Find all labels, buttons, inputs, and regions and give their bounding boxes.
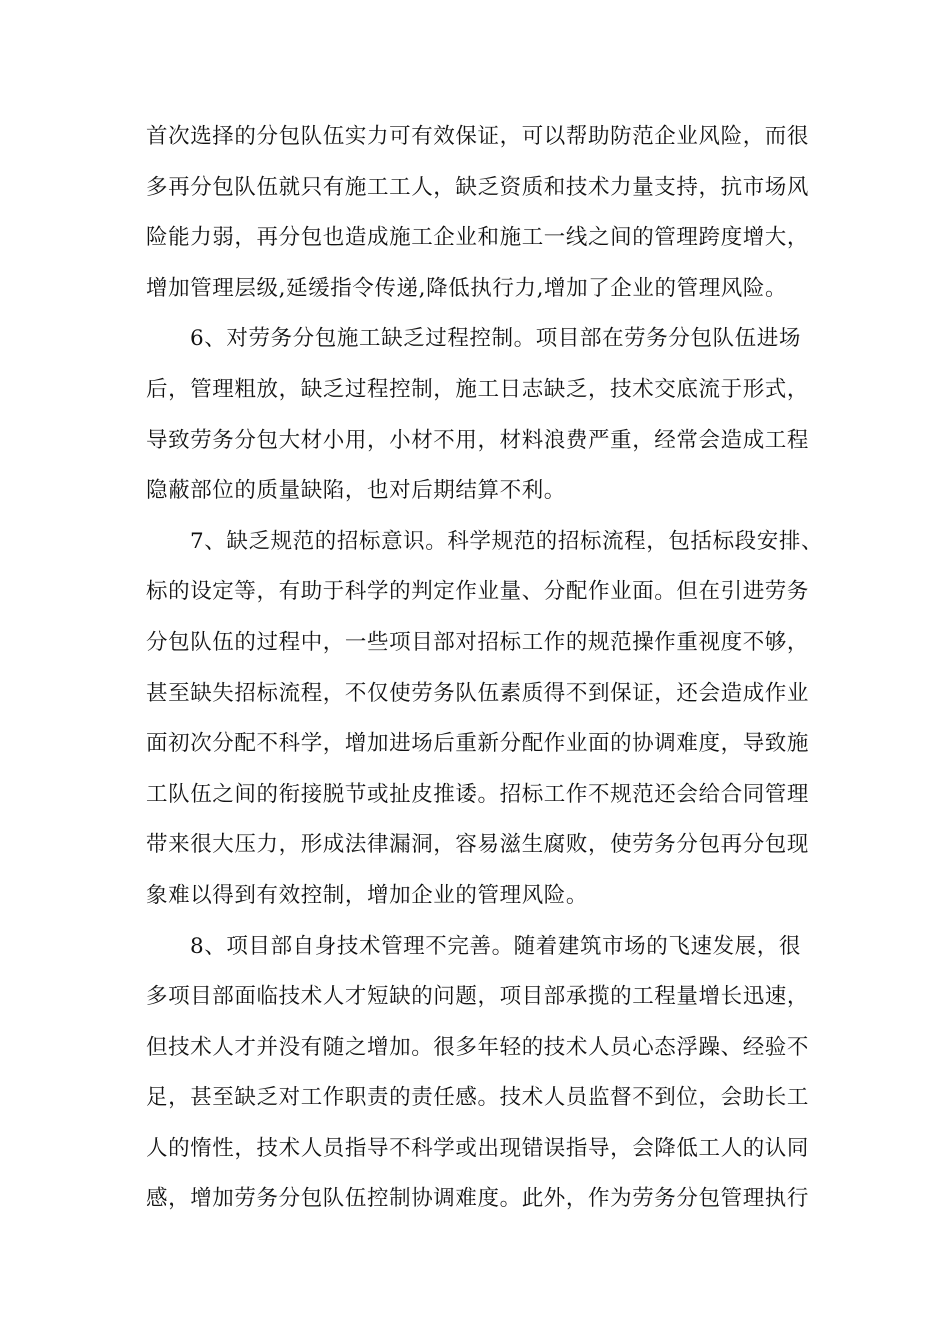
- text-line: 隐蔽部位的质量缺陷，也对后期结算不利。: [146, 478, 566, 504]
- paragraph-start-line: 7、缺乏规范的招标意识。科学规范的招标流程，包括标段安排、: [190, 528, 824, 554]
- paragraph-start-line: 6、对劳务分包施工缺乏过程控制。项目部在劳务分包队伍进场: [190, 326, 801, 352]
- text-line: 分包队伍的过程中，一些项目部对招标工作的规范操作重视度不够，: [146, 629, 810, 655]
- text-line: 面初次分配不科学，增加进场后重新分配作业面的协调难度，导致施: [146, 731, 810, 757]
- text-line: 后，管理粗放，缺乏过程控制，施工日志缺乏，技术交底流于形式，: [146, 376, 810, 402]
- body-text: [146, 112, 824, 1225]
- text-line: 导致劳务分包大材小用，小材不用，材料浪费严重，经常会造成工程: [146, 427, 810, 453]
- text-line: 首次选择的分包队伍实力可有效保证，可以帮助防范企业风险，而很: [146, 124, 810, 149]
- text-line: 象难以得到有效控制，增加企业的管理风险。: [146, 882, 589, 908]
- text-line: 带来很大压力，形成法律漏洞，容易滋生腐败，使劳务分包再分包现: [146, 832, 810, 858]
- text-line: 险能力弱，再分包也造成施工企业和施工一线之间的管理跨度增大，: [146, 225, 810, 251]
- text-line: 标的设定等，有助于科学的判定作业量、分配作业面。但在引进劳务: [146, 579, 810, 605]
- text-line: 工队伍之间的衔接脱节或扯皮推诿。招标工作不规范还会给合同管理: [146, 781, 810, 807]
- text-line: 人的惰性，技术人员指导不科学或出现错误指导，会降低工人的认同: [146, 1135, 810, 1161]
- paragraph-start-line: 8、项目部自身技术管理不完善。随着建筑市场的飞速发展，很: [190, 933, 801, 959]
- text-line: 足，甚至缺乏对工作职责的责任感。技术人员监督不到位，会助长工: [146, 1085, 810, 1111]
- text-line: 增加管理层级,延缓指令传递,降低执行力,增加了企业的管理风险。: [146, 275, 788, 301]
- text-line: 但技术人才并没有随之增加。很多年轻的技术人员心态浮躁、经验不: [146, 1034, 810, 1060]
- text-line: 多项目部面临技术人才短缺的问题，项目部承揽的工程量增长迅速，: [146, 984, 810, 1010]
- text-line: 感，增加劳务分包队伍控制协调难度。此外，作为劳务分包管理执行: [146, 1186, 810, 1212]
- text-line: 甚至缺失招标流程，不仅使劳务队伍素质得不到保证，还会造成作业: [146, 680, 810, 706]
- text-line: 多再分包队伍就只有施工工人，缺乏资质和技术力量支持，抗市场风: [146, 174, 810, 200]
